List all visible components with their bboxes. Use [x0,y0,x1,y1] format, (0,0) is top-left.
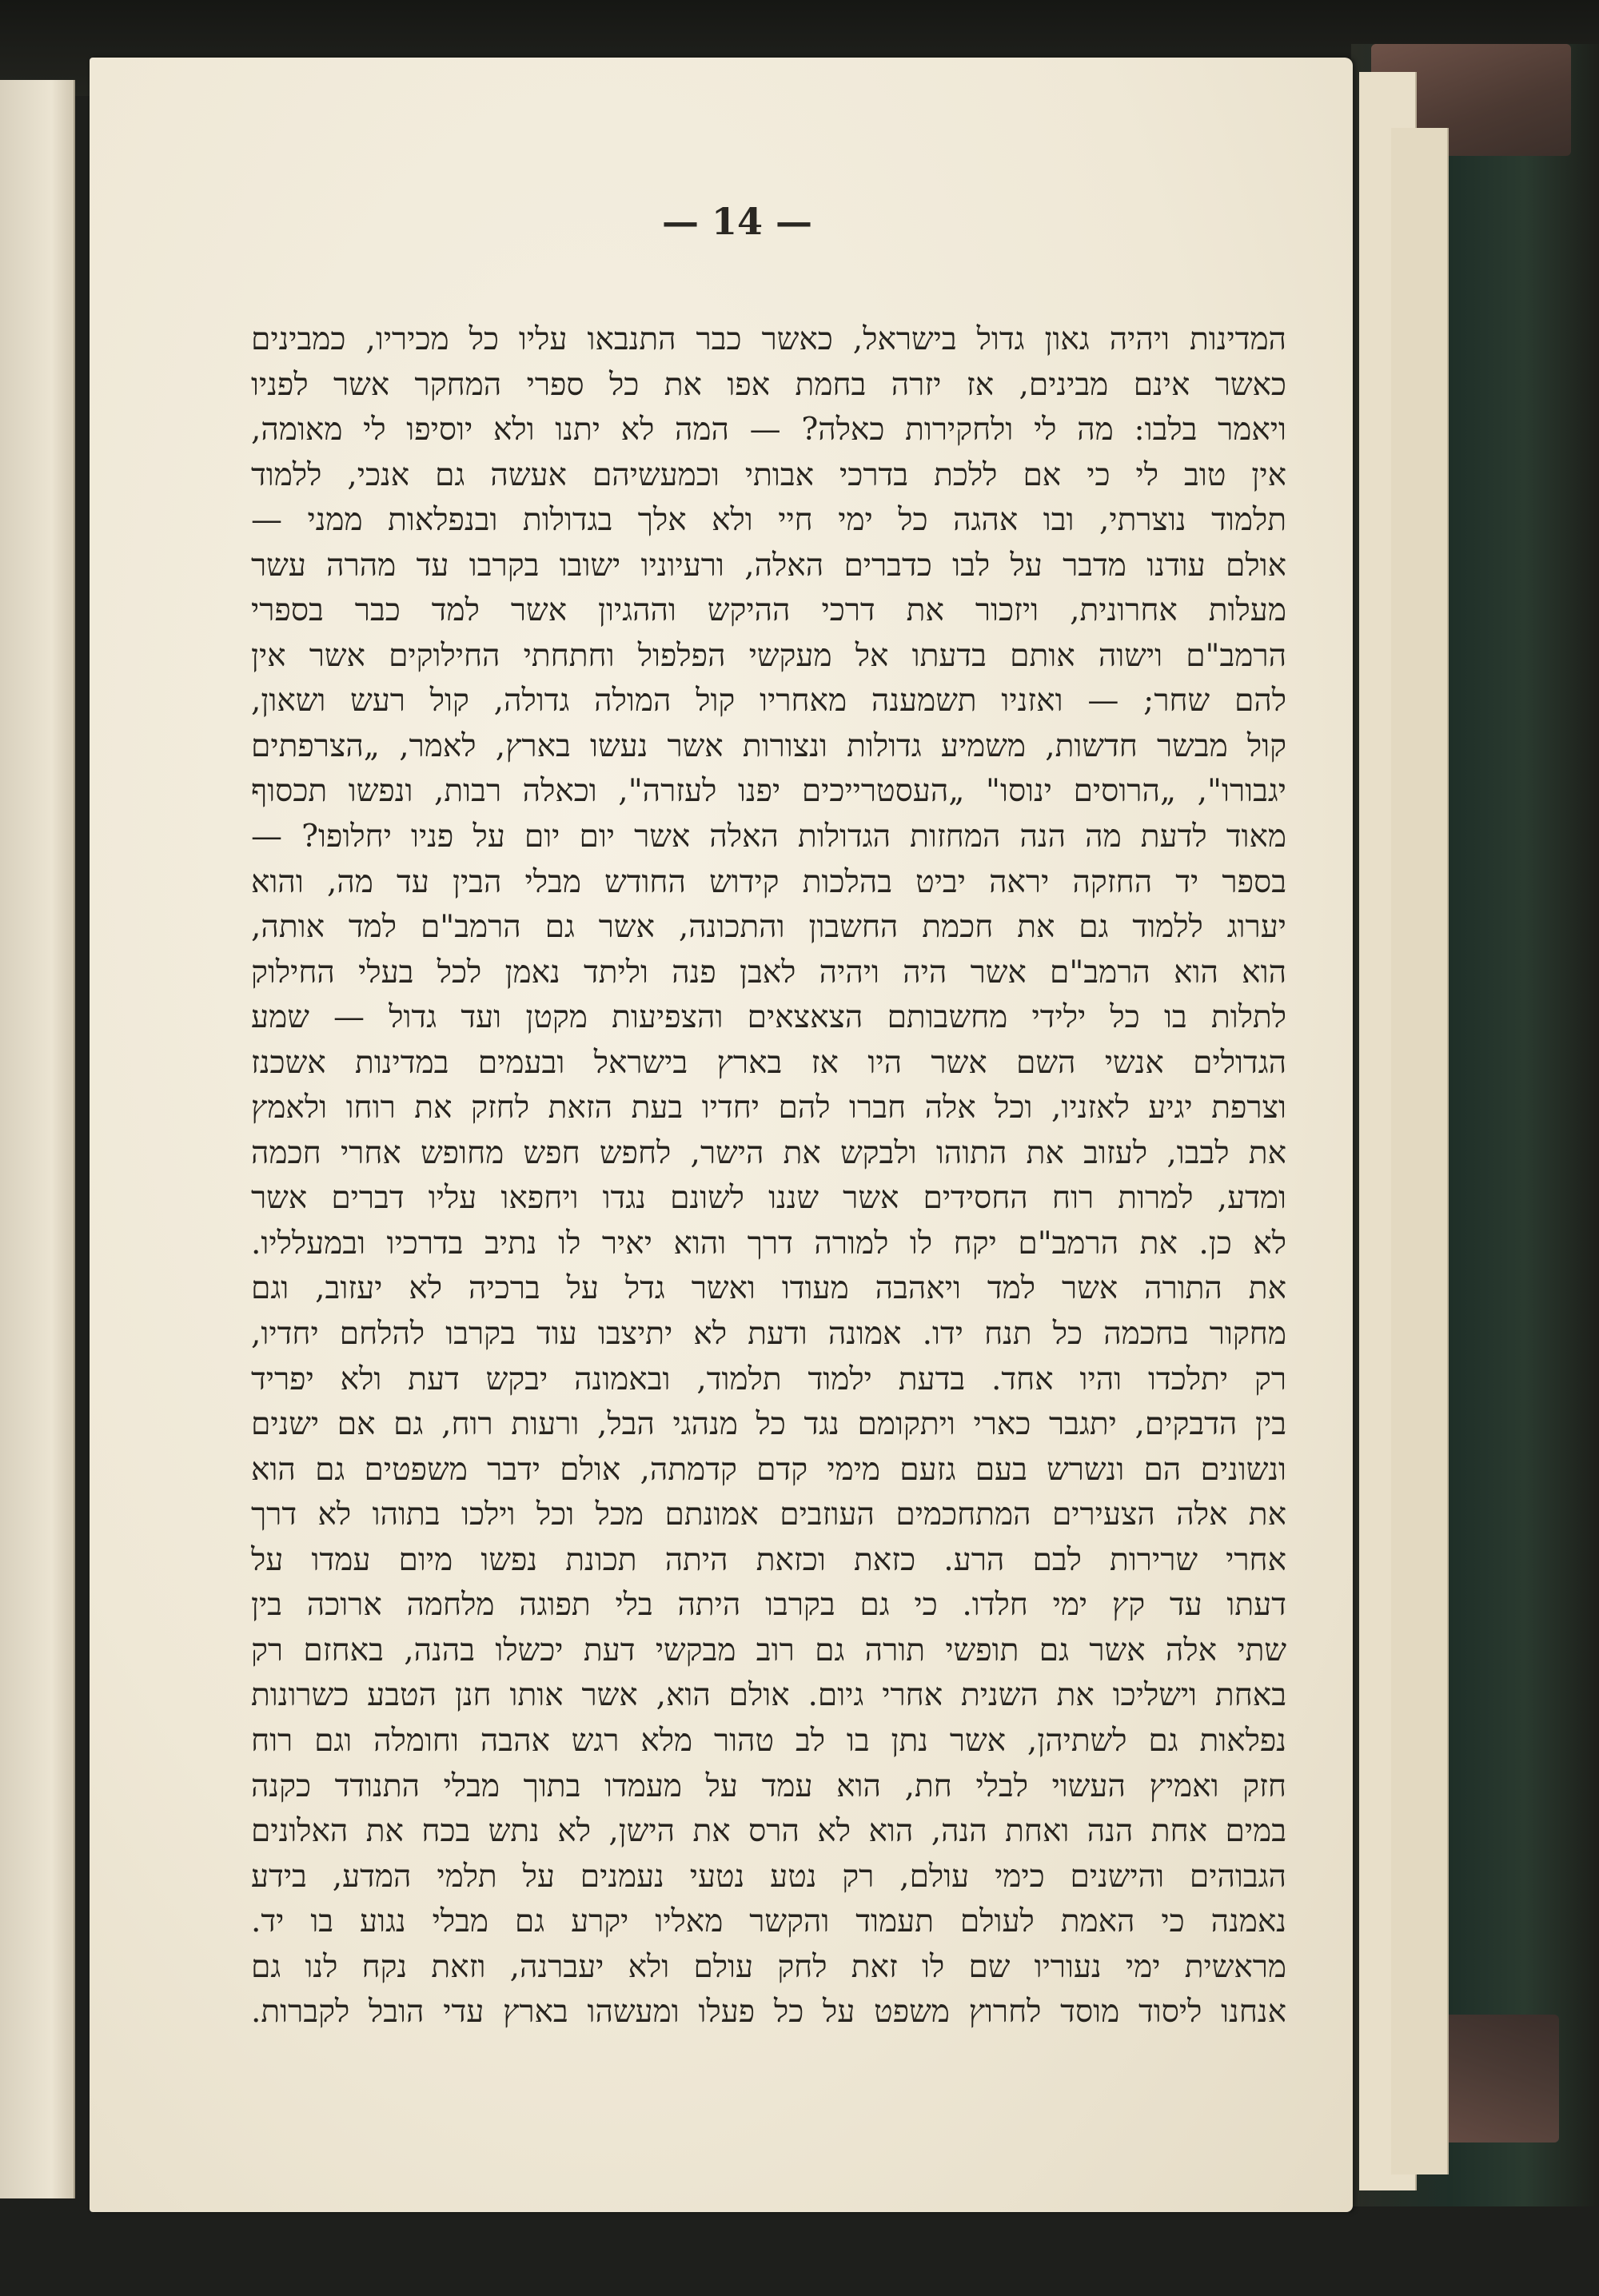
text-line: מאוד לדעת מה הנה המחזות הגדולות האלה אשר יום יום על פניו יחלופו? — [251,819,1286,855]
text-line: בין הדבקים, יתגבר כארי ויתקומם נגד כל מנהגי הבל, ורעות רוח, גם אם ישנים [251,1406,1286,1443]
text-line: ונשונים הם ונשרש בעם גזעם מימי קדם קדמתה, אולם ידבר משפטים גם הוא [251,1451,1286,1488]
text-line: רק יתלכדו והיו אחד. בדעת ילמוד תלמוד, ובאמונה יבקש דעת ולא יפריד [251,1361,1286,1397]
text-line: שתי אלה אשר גם תופשי תורה גם רוב מבקשי דעת יכשלו בהנה, באחזם רק [251,1632,1286,1668]
text-line: ויאמר בלבו: מה לי ולחקירות כאלה? — המה לא יתנו ולא יוסיפו לי מאומה, [251,412,1286,448]
text-line: מעלות אחרונית, ויזכור את דרכי ההיקש וההגיון אשר למד כבר בספרי [251,592,1286,629]
text-line: קול מבשר חדשות, משמיע גדולות ונצורות אשר נעשו בארץ, לאמר, „הצרפתים [251,727,1286,764]
facing-page-edge [0,80,75,2198]
text-line: בספר יד החזקה יראה יביט בהלכות קידוש החודש מבלי הבין עד מה, והוא [251,863,1286,900]
text-line: נאמנה כי האמת לעולם תעמוד והקשר מאליו יקרע גם מבלי נגוע בו יד. [251,1903,1286,1940]
text-line: המדינות ויהיה גאון גדול בישראל, כאשר כבר התנבאו עליו כל מכיריו, כמבינים [251,321,1286,357]
text-line: להם שחר; — ואזניו תשמענה מאחריו קול המולה גדולה, קול רעש ושאון, [251,683,1286,719]
page-text [251,317,1286,2035]
text-line: מחקור בחכמה כל תנח ידו. אמונה ודעת לא יתיצבו עוד בקרבו להלחם יחדיו, [251,1316,1286,1353]
text-line: תלמוד נוצרתי, ובו אהגה כל ימי חיי ולא אלך בגדולות ובנפלאות ממני — [251,502,1286,539]
text-line: ומדע, למרות רוח החסידים אשר שננו לשונם נגדו ויחפאו עליו דברים אשר [251,1180,1286,1217]
text-line: את לבבו, לעזוב את התוהו ולבקש את הישר, לחפש חפש מחופש אחרי חכמה [251,1134,1286,1171]
text-line: אחרי שרירות לבם הרע. כזאת וכזאת היתה תכונת נפשו מיום עמדו על [251,1541,1286,1578]
text-line: הרמב"ם וישוה אותם בדעתו אל מעקשי הפלפול וחתחתי החילוקים אשר אין [251,637,1286,674]
book-page [90,58,1353,2212]
text-line: יערוג ללמוד גם את חכמת החשבון והתכונה, אשר גם הרמב"ם למד אותה, [251,909,1286,946]
page-number: — 14 — [661,200,813,243]
text-line: דעתו עד קץ ימי חלדו. כי גם בקרבו היתה בלי תפוגה מלחמה ארוכה בין [251,1587,1286,1624]
text-line: את התורה אשר למד ויאהבה מעודו ואשר גדל על ברכיה לא יעזוב, וגם [251,1270,1286,1307]
text-line: הוא הוא הרמב"ם אשר היה ויהיה לאבן פנה וליתד נאמן לכל בעלי החילוק [251,954,1286,991]
text-line: חזק ואמיץ העשוי לבלי חת, הוא עמד על מעמדו בתוך מבלי התנודד כקנה [251,1768,1286,1804]
text-line: באחת וישליכו את השנית אחרי גיום. אולם הוא, אשר אותו חנן הטבע כשרונות [251,1677,1286,1714]
page-stack-edge-inner [1391,128,1449,2174]
text-line: אין טוב לי כי אם ללכת בדרכי אבותי וכמעשיהם אעשה גם אנכי, ללמוד [251,456,1286,493]
text-line: לא כן. את הרמב"ם יקח לו למורה דרך והוא יאיר לו נתיב בדרכיו ובמעלליו. [251,1225,1286,1262]
text-line: יגבורו", „הרוסים ינוסו" „העסטרייכים יפנו לעזרה", וכאלה רבות, ונפשו תכסוף [251,773,1286,810]
text-line: במים אחת הנה ואחת הנה, הוא לא הרס את הישן, לא נתש בכח את האלונים [251,1813,1286,1850]
text-line: וצרפת יגיע לאזניו, וכל אלה חברו להם יחדיו בעת הזאת לחזק את רוחו ולאמץ [251,1090,1286,1126]
text-line: לתלות בו כל ילידי מחשבותם הצאצאים והצפיעות מקטן ועד גדול — שמע [251,999,1286,1036]
text-line: נפלאות גם לשתיהן, אשר נתן בו לב טהור מלא רגש אהבה וחומלה וגם רוח [251,1722,1286,1759]
text-line: הגדולים אנשי השם אשר היו אז בארץ בישראל ובעמים במדינות אשכנז [251,1044,1286,1081]
text-line: אנחנו ליסוד מוסד לחרוץ משפט על כל פעלו ומעשהו בארץ עדי הובל לקברות. [251,1994,1286,2031]
text-line: כאשר אינם מבינים, אז יזרה בחמת אפו את כל ספרי המחקר אשר לפניו [251,366,1286,403]
text-line: הגבוהים והישנים כימי עולם, רק נטע נטעי נעמנים על תלמי המדע, בידע [251,1858,1286,1895]
text-line: אולם עודנו מדבר על לבו כדברים האלה, ורעיוניו ישובו בקרבו עד מהרה עשר [251,547,1286,584]
text-line: את אלה הצעירים המתחכמים העוזבים אמונתם מכל וכל וילכו בתוהו לא דרך [251,1497,1286,1533]
text-line: מראשית ימי נעוריו שם לו זאת לחק עולם ולא יעברנה, וזאת נקח לנו גם [251,1948,1286,1985]
